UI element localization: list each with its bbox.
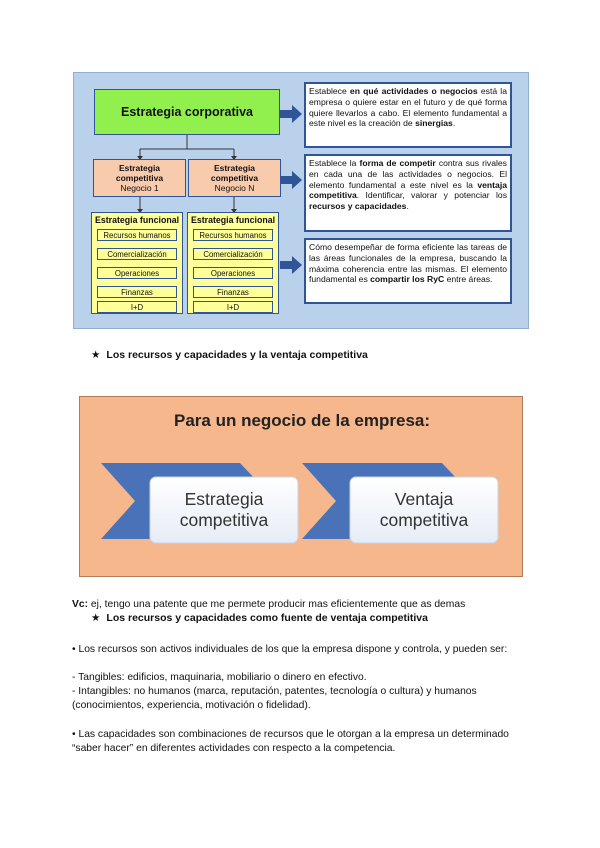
competitive-description bbox=[304, 154, 512, 232]
desc-bold: compartir los RyC bbox=[370, 274, 445, 285]
functional-title: Estrategia funcional bbox=[190, 215, 276, 225]
desc-text: Establece la bbox=[309, 158, 360, 168]
functional-item: I+D bbox=[193, 301, 273, 313]
chevron-2-line1: Ventaja bbox=[394, 489, 454, 509]
right-arrow-icon bbox=[280, 105, 302, 123]
corporate-strategy-box bbox=[94, 89, 280, 135]
paragraph-intangibles: - Intangibles: no humanos (marca, reputación, patentes, tecnología o cultura) y humanos (conocimientos, experiencia, motivación o fidelidad). bbox=[72, 686, 477, 711]
paragraph-resources: • Los recursos son activos individuales de los que la empresa dispone y controla, y pueden ser: bbox=[72, 644, 508, 655]
star-icon: ★ bbox=[91, 612, 101, 624]
functional-item: I+D bbox=[97, 301, 177, 313]
desc-text: . bbox=[452, 118, 456, 129]
business-label: Negocio N bbox=[214, 183, 255, 193]
functional-strategy-column-2 bbox=[187, 212, 279, 314]
chevron-1-line1: Estrategia bbox=[184, 489, 264, 509]
vc-text: ej, tengo una patente que me permete producir mas eficientemente que as demas bbox=[88, 599, 466, 610]
competitive-line1: Estrategia bbox=[118, 163, 161, 173]
competitive-line2: competitiva bbox=[115, 173, 164, 183]
desc-text: está la empresa o quiere estar en el futuro y de qué forma quiere llevarlos a cabo. El elemento fundamental a este nivel es la creación de bbox=[309, 86, 507, 129]
strategy-levels-diagram bbox=[73, 72, 529, 329]
functional-item: Recursos humanos bbox=[97, 229, 177, 241]
desc-bold: recursos y capacidades bbox=[309, 201, 407, 212]
chevron-2-label bbox=[350, 477, 498, 543]
chevron-1-line2: competitiva bbox=[179, 510, 269, 530]
functional-item: Comercialización bbox=[97, 248, 177, 260]
functional-item: Finanzas bbox=[193, 286, 273, 298]
functional-strategy-column-1 bbox=[91, 212, 183, 314]
functional-item: Operaciones bbox=[193, 267, 273, 279]
desc-bold: forma de competir bbox=[359, 158, 436, 168]
corporate-strategy-label: Estrategia corporativa bbox=[121, 105, 253, 119]
competitive-line1: Estrategia bbox=[213, 163, 256, 173]
functional-item: Operaciones bbox=[97, 267, 177, 279]
desc-bold: en qué actividades o negocios bbox=[349, 86, 478, 96]
functional-description bbox=[304, 238, 512, 304]
paragraph-capabilities: • Las capacidades son combinaciones de recursos que le otorgan a la empresa un determinado “saber hacer” en diferentes actividades con respecto a la competencia. bbox=[72, 729, 509, 754]
right-arrow-icon bbox=[280, 171, 302, 189]
functional-title: Estrategia funcional bbox=[94, 215, 180, 225]
functional-item: Finanzas bbox=[97, 286, 177, 298]
heading-text: Los recursos y capacidades y la ventaja competitiva bbox=[106, 349, 368, 361]
competitive-strategy-box-n bbox=[188, 159, 281, 197]
desc-text: . bbox=[406, 201, 409, 212]
desc-bold: sinergias bbox=[415, 118, 453, 129]
functional-item: Recursos humanos bbox=[193, 229, 273, 241]
desc-bold: ventaja competitiva bbox=[309, 179, 507, 201]
section-heading-1 bbox=[91, 349, 368, 361]
business-strategy-diagram bbox=[79, 396, 523, 577]
desc-text: entre áreas. bbox=[444, 274, 493, 285]
competitive-line2: competitiva bbox=[210, 173, 259, 183]
business-label: Negocio 1 bbox=[120, 183, 159, 193]
desc-text: contra sus rivales en cada una de las actividades o negocios. El elemento fundamental a este nivel es la bbox=[309, 158, 507, 190]
paragraph-tangibles: - Tangibles: edificios, maquinaria, mobiliario o dinero en efectivo. bbox=[72, 672, 367, 683]
desc-text: . Identificar, valorar y potenciar los bbox=[356, 190, 507, 201]
desc-text: Cómo desempeñar de forma eficiente las tareas de las áreas funcionales de la empresa, buscando la máxima coherencia entre las mismas. El elemento fundamental es bbox=[309, 242, 507, 285]
heading-text: Los recursos y capacidades como fuente de ventaja competitiva bbox=[106, 612, 428, 624]
desc-text: Establece bbox=[309, 86, 350, 96]
right-arrow-icon bbox=[280, 256, 302, 274]
functional-item: Comercialización bbox=[193, 248, 273, 260]
vc-line bbox=[72, 598, 532, 612]
corporate-description bbox=[304, 82, 512, 148]
vc-label: Vc: bbox=[72, 599, 89, 610]
star-icon: ★ bbox=[91, 349, 101, 361]
section-heading-2 bbox=[91, 612, 428, 624]
competitive-strategy-box-1 bbox=[93, 159, 186, 197]
chevron-2-line2: competitiva bbox=[379, 510, 469, 530]
figure-title: Para un negocio de la empresa: bbox=[173, 411, 431, 430]
chevron-1-label bbox=[150, 477, 298, 543]
